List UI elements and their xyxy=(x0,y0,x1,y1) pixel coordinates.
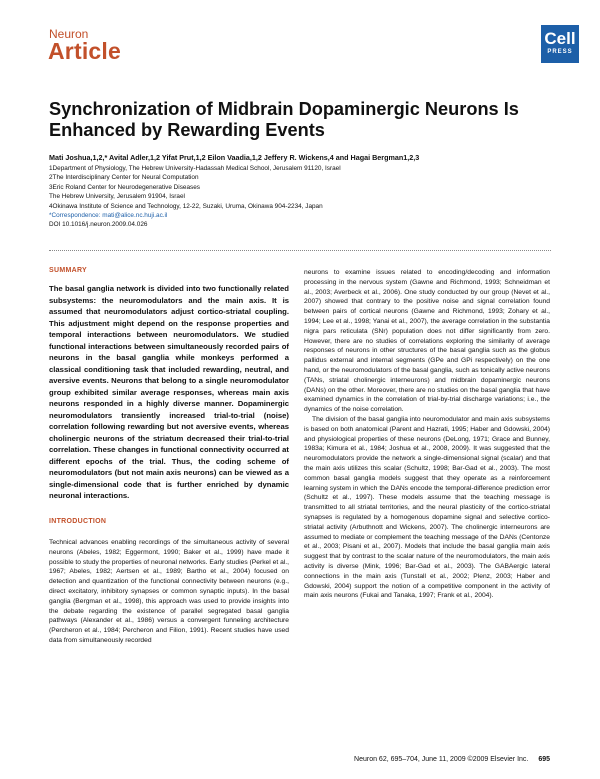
doi: DOI 10.1016/j.neuron.2009.04.026 xyxy=(49,221,148,229)
author-list: Mati Joshua,1,2,* Avital Adler,1,2 Yifat Prut,1,2 Eilon Vaadia,1,2 Jeffery R. Wickens,4 and Hagai Bergman1,2,3 xyxy=(49,153,420,162)
right-column xyxy=(304,268,550,601)
logo-main-text: Cell xyxy=(544,29,576,48)
introduction-heading: INTRODUCTION xyxy=(49,518,107,525)
page-number: 695 xyxy=(538,756,550,763)
affiliation-2: 2The Interdisciplinary Center for Neural Computation xyxy=(49,174,199,182)
logo-sub-text: PRESS xyxy=(547,49,573,55)
cell-press-logo xyxy=(541,25,579,63)
journal-name: Neuron xyxy=(49,27,89,41)
header-divider xyxy=(49,250,551,251)
paper-title: Synchronization of Midbrain Dopaminergic Neurons Is Enhanced by Rewarding Events xyxy=(49,99,519,140)
right-paragraph-2: The division of the basal ganglia into neuromodulator and main axis subsystems is based on both anatomical (Parent and Hazrati, 1995; Haber and Gdowski, 2004) and physiological properties of these neurons (DeLong, 1971; Grace and Bunney, 1983a; Kimura et al., 1984; Joshua et al., 2008, 2009). It was suggested that the neuromodulators provide the network a single-dimensional signal (scalar) and that the main axis utilizes this scalar (Schultz, 1998; Bar-Gad et al., 2003). The most common basal ganglia models suggest that they operate as a reinforcement learning system in which the DANs encode the temporal-difference prediction error (Schultz et al., 1997). These models assume that the teaching message is transmitted to all striatal territories, and the neural plasticity of the cortico-striatal synapses is regulated by a homogenous dopamine signal and selective cortico-striatal activity (Arbuthnott and Wickens, 2007). The cholinergic interneurons are assumed to mediate or complement the teaching message of the DANs (Centonze et al., 2003; Pisani et al., 2007). Models that include the basal ganglia main axis suggest that by contrast to the scalar nature of the neuromodulators, the main axis activity is diverse (Mink, 1996; Bar-Gad et al., 2003). The GABAergic lateral connections in the main axis (Tunstall et al., 2002; Plenz, 2003; Haber and Gdowski, 2004) support the notion of a competitive component in the activity of main axis neurons (Fukai and Tanaka, 1997; Frank et al., 2004). xyxy=(304,415,550,600)
affiliation-5: 4Okinawa Institute of Science and Technology, 12-22, Suzaki, Uruma, Okinawa 904-2234, Japan xyxy=(49,202,323,210)
article-type: Article xyxy=(48,38,121,64)
correspondence-email[interactable]: *Correspondence: mati@alice.nc.huji.ac.il xyxy=(49,212,168,220)
affiliations xyxy=(49,164,569,230)
right-paragraph-1: neurons to examine issues related to encoding/decoding and information processing in the nervous system (Gawne and Richmond, 1993; Schneidman et al., 2003; Averbeck et al., 2006). One study conducted by our group (Nevet et al., 2007) showed that contrary to the positive noise and signal correlation found between pairs of cortical neurons (Gawne and Richmond, 1993; Zohary et al., 1994; Lee et al., 1998; Yanai et al., 2007), the average correlation in the substantia nigra pars reticulata (SNr) population does not differ significantly from zero. However, there are no studies of correlations exploring the similarity of average responses of neurons in other structures of the basal ganglia such as the globus pallidus external and internal segments (GPe and GPi respectively) on the one hand, or the neuromodulators of the basal ganglia, such as tonically active neurons (TANs, striatal cholinergic interneurons) and midbrain dopaminergic neurons (DANs) on the other. Moreover, there are no studies on the basal ganglia that have examined dynamics in the correlation of trial-by-trial discharge variations; i.e., the dynamics of the noise correlation. xyxy=(304,269,550,414)
introduction-text: Technical advances enabling recordings of the simultaneous activity of several neurons (Abeles, 1982; Eggermont, 1990; Baker et al., 1999) have made it possible to study the properties of neuronal networks. Early studies (Perkel et al., 1967; Abeles, 1982; Aertsen et al., 1989; Bartho et al., 2004) focused on detection and quantization of the functional connectivity between neurons (e.g., direct excitatory, inhibitory synapses or common synaptic inputs). In the basal ganglia (Bergman et al., 1998), this approach was used to provide insights into the debate regarding the existence of parallel segregated basal ganglia pathways (Alexander et al., 1986) versus a convergent funneling architecture (Percheron et al., 1984; Percheron and Filion, 1991). Recent studies have used data from simultaneously recorded xyxy=(49,539,289,644)
summary-heading: SUMMARY xyxy=(49,267,88,274)
footer-citation: Neuron 62, 695–704, June 11, 2009 ©2009 Elsevier Inc. xyxy=(354,756,529,763)
affiliation-1: 1Department of Physiology, The Hebrew University-Hadassah Medical School, Jerusalem 91120, Israel xyxy=(49,165,341,172)
affiliation-4: The Hebrew University, Jerusalem 91904, Israel xyxy=(49,193,185,201)
affiliation-3: 3Eric Roland Center for Neurodegenerative Diseases xyxy=(49,183,200,191)
page-footer xyxy=(354,756,550,763)
summary-text: The basal ganglia network is divided into two functionally related subsystems: the neuromodulators and the main axis. It is assumed that neuromodulators adjust cortico-striatal coupling. This adjustment might depend on the response properties and temporal interactions between neuromodulators. We studied functional interactions between simultaneously recorded pairs of neurons in the basal ganglia while monkeys performed a classical conditioning task that included rewarding, neutral, and aversive events. Neurons that belong to a single neuromodulator group exhibited similar average responses, whereas main axis neurons responded in a highly diverse manner. Dopaminergic neuromodulators transiently increased trial-to-trial (noise) correlation following rewarding but not aversive events, whereas cholinergic neurons of the striatum decreased their trial-to-trial correlation. These changes in functional connectivity occurred at different epochs of the trial. Thus, the coding scheme of neuromodulators (but not main axis neurons) can be viewed as a single-dimensional code that is further enriched by dynamic neuronal interactions. xyxy=(49,284,289,500)
